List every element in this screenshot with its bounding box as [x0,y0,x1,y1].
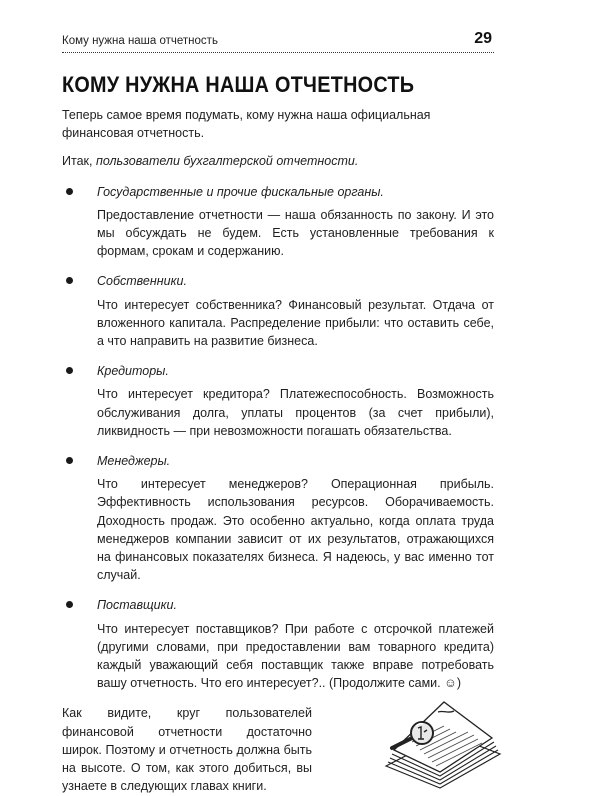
bullet-icon [66,367,73,374]
users-list [62,183,494,693]
running-header [62,30,494,53]
chapter-title: КОМУ НУЖНА НАША ОТЧЕТНОСТЬ [62,72,415,97]
list-item-title [62,596,494,614]
list-item [62,362,494,440]
bullet-icon [66,601,73,608]
list-item [62,596,494,692]
bullet-icon [66,457,73,464]
running-title: Кому нужна наша отчетность [62,35,218,47]
list-item-text: Что интересует собственника? Финансовый результат. Отдача от вложенного капитала. Распределение прибыли: что оставить себе, а что направить на развитие бизнеса. [97,297,494,349]
list-item-title-text: Менеджеры. [97,454,171,469]
page-body [62,106,494,796]
list-item-title [62,272,494,290]
lead-prefix: Итак, [62,154,96,169]
bullet-icon [66,188,73,195]
list-item-title [62,452,494,470]
list-item-text: Что интересует поставщиков? При работе с отсрочкой платежей (другими словами, при предоставлении вам товарного кредита) каждый уважающий себя поставщик также вправе потребовать вашу отчетность. Что его интересует?.. (Продолжите сами. ☺) [97,621,494,691]
page-number: 29 [474,30,492,47]
list-item [62,452,494,584]
list-item-title-text: Кредиторы. [97,364,169,379]
list-item [62,183,494,261]
list-item-text: Предоставление отчетности — наша обязанность по закону. И это мы обсуждать не будем. Есть установленные требования к формам, срокам и содержанию. [97,207,494,259]
bullet-icon [66,277,73,284]
list-item-text: Что интересует кредитора? Платежеспособность. Возможность обслуживания долга, уплаты процентов (за счет прибыли), ликвидность — при невозможности погашать обязательства. [97,387,494,438]
list-item-title-text: Собственники. [97,274,187,289]
list-item-title-text: Поставщики. [97,598,177,613]
list-item-text: Что интересует менеджеров? Операционная прибыль. Эффективность использования ресурсов. Оборачиваемость. Доходность продаж. Это особенно актуально, когда оплата труда менеджеров компании зависит от их результатов, отражающихся на финансовых показателях бизнеса. Я надеюсь, у вас именно тот случай. [97,477,494,583]
report-magnifier-illustration-icon [378,696,508,792]
list-item-title [62,362,494,380]
list-item [62,272,494,350]
list-item-title-text: Государственные и прочие фискальные органы. [97,184,384,199]
lead-paragraph [62,152,494,170]
closing-paragraph: Как видите, круг пользователей финансовой отчетности достаточно широк. Поэтому и отчетность должна быть на высоте. О том, как этого добиться, вы узнаете в следующих главах книги. [62,706,312,794]
intro-paragraph: Теперь самое время подумать, кому нужна наша официальная финансовая отчетность. [62,108,431,141]
list-item-title [62,183,494,201]
lead-emphasis: пользователи бухгалтерской отчетности. [95,154,359,169]
